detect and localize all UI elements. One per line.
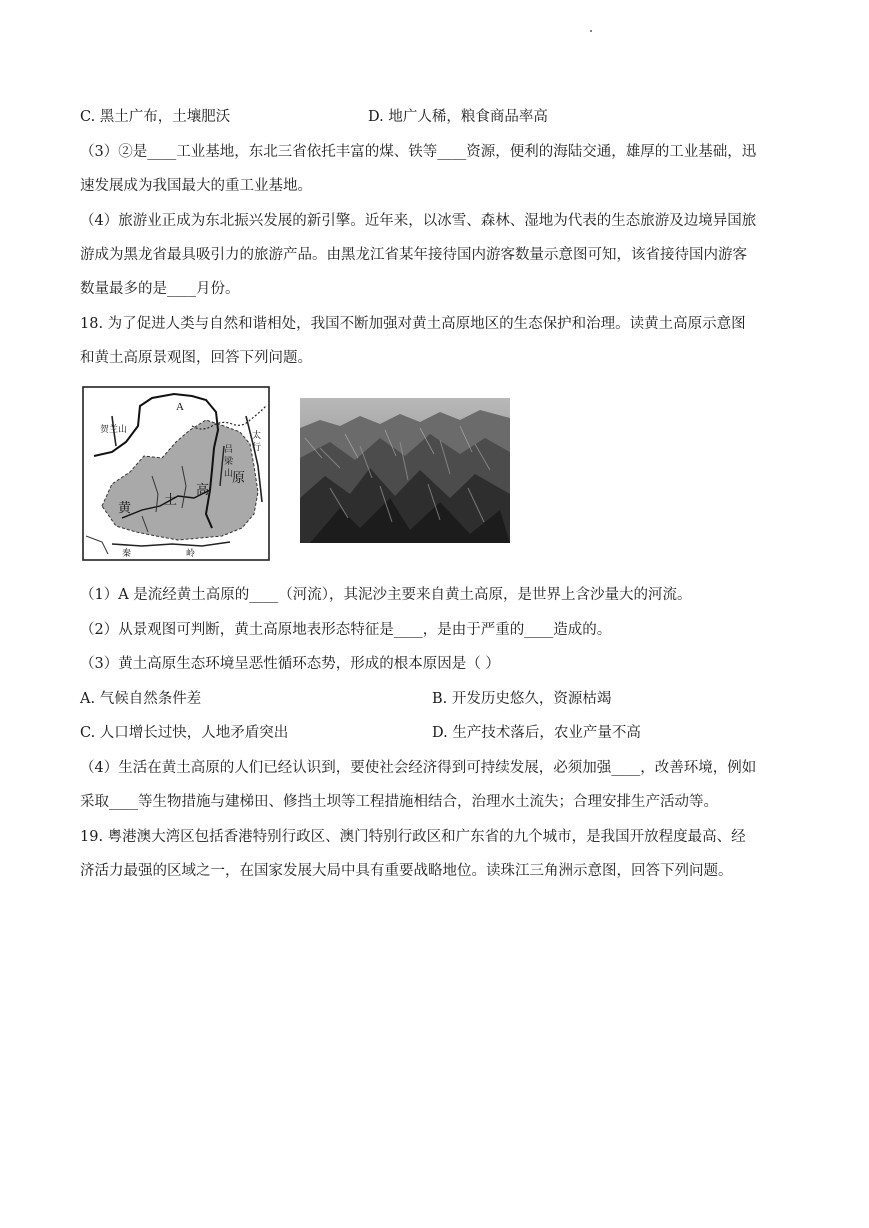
- map-label-gao: 高: [196, 483, 210, 498]
- map-label-shan: 山: [224, 469, 234, 479]
- option-d-q18: D. 生产技术落后，农业产量不高: [432, 725, 641, 741]
- map-label-a: A: [176, 401, 184, 413]
- q17-4-line3: 数量最多的是____月份。: [80, 281, 240, 297]
- map-label-helan: 贺兰山: [100, 425, 128, 435]
- page-dot: [590, 30, 592, 32]
- q18-1: （1）A 是流经黄土高原的____（河流），其泥沙主要来自黄土高原，是世界上含沙量大的河流。: [80, 587, 692, 603]
- option-d-q17: D. 地广人稀，粮食商品率高: [368, 109, 548, 125]
- q19-stem-line2: 济活力最强的区域之一，在国家发展大局中具有重要战略地位。读珠江三角洲示意图，回答下列问题。: [80, 863, 733, 879]
- q18-3: （3）黄土高原生态环境呈恶性循环态势，形成的根本原因是（ ）: [80, 656, 500, 672]
- q17-4-line2: 游成为黑龙省最具吸引力的旅游产品。由黑龙江省某年接待国内游客数量示意图可知，该省接待国内游客: [80, 247, 747, 263]
- map-label-lv: 吕: [224, 445, 234, 455]
- map-label-tu: 土: [164, 493, 178, 508]
- q17-3-line1: （3）②是____工业基地，东北三省依托丰富的煤、铁等____资源，便利的海陆交通，雄厚的工业基础，迅: [80, 144, 757, 160]
- map-label-qin: 秦: [122, 549, 132, 559]
- map-label-liang: 梁: [224, 457, 234, 467]
- map-label-huang: 黄: [118, 501, 132, 516]
- map-label-ling: 岭: [186, 549, 196, 559]
- q18-4-line2: 采取____等生物措施与建梯田、修挡土坝等工程措施相结合，治理水土流失；合理安排生产活动等。: [80, 794, 718, 810]
- map-label-yuan: 原: [232, 471, 246, 486]
- map-label-hang: 行: [252, 443, 262, 453]
- option-c-q17: C. 黑土广布，土壤肥沃: [80, 109, 231, 125]
- option-b-q18: B. 开发历史悠久，资源枯竭: [432, 691, 612, 707]
- q18-stem-line2: 和黄土高原景观图，回答下列问题。: [80, 350, 312, 366]
- q18-2: （2）从景观图可判断，黄土高原地表形态特征是____，是由于严重的____造成的。: [80, 622, 612, 638]
- q18-stem-line1: 18. 为了促进人类与自然和谐相处，我国不断加强对黄土高原地区的生态保护和治理。读黄土高原示意图: [80, 316, 746, 332]
- loess-plateau-map: [82, 386, 270, 561]
- option-c-q18: C. 人口增长过快，人地矛盾突出: [80, 725, 289, 741]
- option-a-q18: A. 气候自然条件差: [80, 691, 202, 707]
- q17-4-line1: （4）旅游业正成为东北振兴发展的新引擎。近年来，以冰雪、森林、湿地为代表的生态旅游及边境异国旅: [80, 213, 757, 229]
- q17-3-line2: 速发展成为我国最大的重工业基地。: [80, 178, 312, 194]
- loess-landscape-photo: [300, 398, 510, 543]
- q18-4-line1: （4）生活在黄土高原的人们已经认识到，要使社会经济得到可持续发展，必须加强____，改善环境，例如: [80, 760, 757, 776]
- map-label-tai: 太: [252, 431, 262, 441]
- q19-stem-line1: 19. 粤港澳大湾区包括香港特别行政区、澳门特别行政区和广东省的九个城市，是我国开放程度最高、经: [80, 829, 746, 845]
